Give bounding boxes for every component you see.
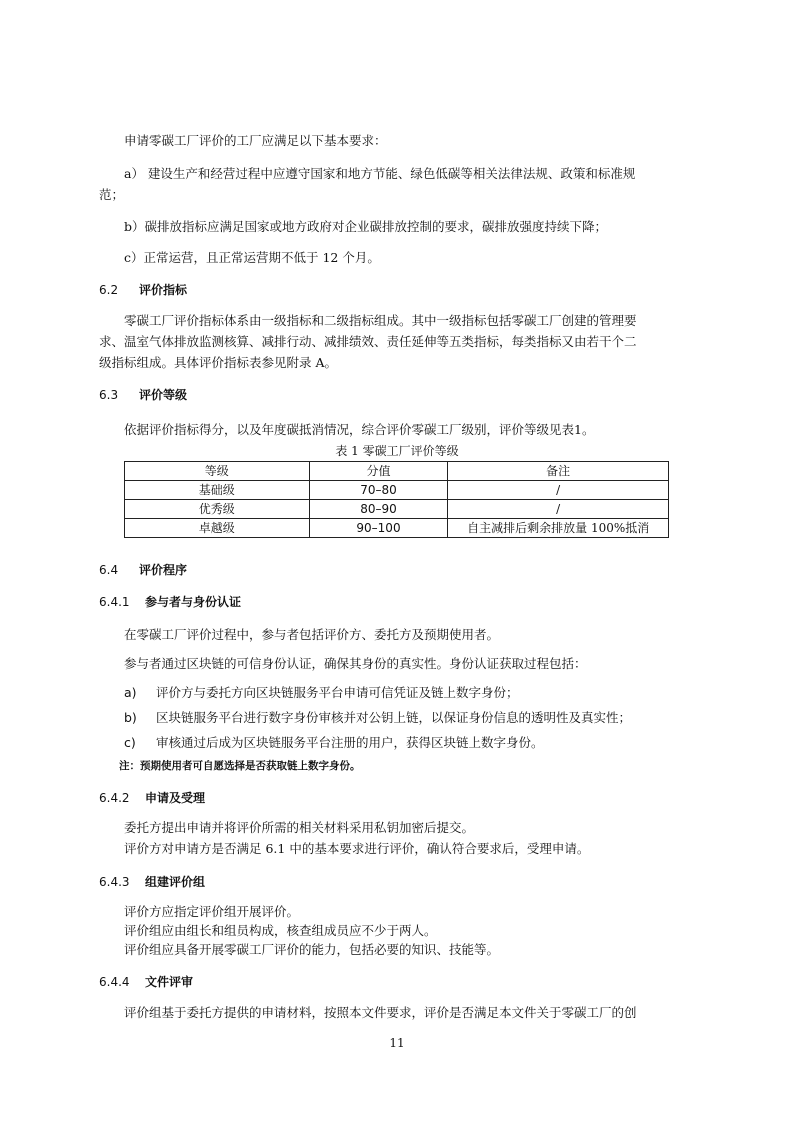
requirement-a-line1: a） 建设生产和经营过程中应遵守国家和地方节能、绿色低碳等相关法律法规、政策和标准规 bbox=[124, 166, 636, 181]
section-title: 评价指标 bbox=[139, 283, 188, 297]
list-text: 区块链服务平台进行数字身份审核并对公钥上链，以保证身份信息的透明性及真实性； bbox=[156, 710, 632, 725]
list-text: 评价方与委托方向区块链服务平台申请可信凭证及链上数字身份； bbox=[156, 685, 519, 700]
section-6-3-text: 依据评价指标得分，以及年度碳抵消情况，综合评价零碳工厂级别，评价等级见表1。 bbox=[124, 422, 595, 437]
section-title: 参与者与身份认证 bbox=[145, 595, 242, 609]
section-6-4-heading bbox=[99, 561, 187, 578]
page-number: 11 bbox=[389, 1036, 405, 1050]
list-label: c) bbox=[124, 735, 136, 750]
section-6-4-2-para1: 委托方提出申请并将评价所需的相关材料采用私钥加密后提交。 bbox=[124, 820, 475, 835]
section-6-4-4-para1: 评价组基于委托方提供的申请材料，按照本文件要求，评价是否满足本文件关于零碳工厂的创 bbox=[124, 1005, 637, 1020]
list-item bbox=[124, 734, 544, 752]
table-cell: 基础级 bbox=[125, 481, 310, 500]
section-6-2-line1: 零碳工厂评价指标体系由一级指标和二级指标组成。其中一级指标包括零碳工厂创建的管理要 bbox=[124, 313, 637, 328]
section-6-3-heading bbox=[99, 386, 187, 403]
list-text: 审核通过后成为区块链服务平台注册的用户，获得区块链上数字身份。 bbox=[156, 735, 544, 750]
table-cell: / bbox=[448, 481, 669, 500]
table-cell: 自主减排后剩余排放量 100%抵消 bbox=[448, 519, 669, 538]
section-6-4-3-para3: 评价组应具备开展零碳工厂评价的能力，包括必要的知识、技能等。 bbox=[124, 942, 500, 957]
section-title: 组建评价组 bbox=[145, 875, 206, 889]
section-title: 文件评审 bbox=[145, 975, 194, 989]
list-item bbox=[124, 684, 519, 702]
section-number: 6.4.3 bbox=[99, 875, 130, 889]
section-6-4-1-note: 注：预期使用者可自愿选择是否获取链上数字身份。 bbox=[119, 760, 361, 772]
section-6-4-1-para2: 参与者通过区块链的可信身份认证，确保其身份的真实性。身份认证获取过程包括： bbox=[124, 656, 587, 671]
section-title: 评价程序 bbox=[139, 563, 188, 577]
section-6-4-1-para1: 在零碳工厂评价过程中，参与者包括评价方、委托方及预期使用者。 bbox=[124, 627, 500, 642]
table-header-cell: 等级 bbox=[125, 462, 310, 481]
section-6-2-line3: 级指标组成。具体评价指标表参见附录 A。 bbox=[99, 355, 338, 370]
intro-text: 申请零碳工厂评价的工厂应满足以下基本要求： bbox=[124, 133, 387, 148]
table-header-cell: 备注 bbox=[448, 462, 669, 481]
grade-table bbox=[124, 461, 669, 538]
section-number: 6.4.4 bbox=[99, 975, 130, 989]
section-number: 6.4.1 bbox=[99, 595, 130, 609]
table-row bbox=[125, 519, 669, 538]
requirement-c: c）正常运营，且正常运营期不低于 12 个月。 bbox=[124, 250, 380, 265]
table-cell: 90–100 bbox=[309, 519, 448, 538]
section-number: 6.4.2 bbox=[99, 791, 130, 805]
list-label: a) bbox=[124, 685, 137, 700]
table-cell: 80–90 bbox=[309, 500, 448, 519]
list-label: b) bbox=[124, 710, 137, 725]
section-title: 评价等级 bbox=[139, 388, 188, 402]
table-cell: 卓越级 bbox=[125, 519, 310, 538]
section-number: 6.4 bbox=[99, 563, 119, 577]
list-item bbox=[124, 709, 631, 727]
requirement-b: b）碳排放指标应满足国家或地方政府对企业碳排放控制的要求，碳排放强度持续下降； bbox=[124, 219, 608, 234]
section-6-4-2-para2: 评价方对申请方是否满足 6.1 中的基本要求进行评价，确认符合要求后，受理申请。 bbox=[124, 841, 590, 856]
table-cell: 70–80 bbox=[309, 481, 448, 500]
table-cell: 优秀级 bbox=[125, 500, 310, 519]
section-6-4-4-heading bbox=[99, 973, 193, 990]
section-6-4-3-para1: 评价方应指定评价组开展评价。 bbox=[124, 904, 300, 919]
section-6-4-1-heading bbox=[99, 593, 241, 610]
table-header-cell: 分值 bbox=[309, 462, 448, 481]
section-6-2-line2: 求、温室气体排放监测核算、减排行动、减排绩效、责任延伸等五类指标，每类指标又由若干个二 bbox=[99, 334, 637, 349]
table-caption: 表 1 零碳工厂评价等级 bbox=[335, 444, 459, 458]
table-row bbox=[125, 481, 669, 500]
section-6-4-3-para2: 评价组应由组长和组员构成，核查组成员应不少于两人。 bbox=[124, 923, 437, 938]
table-header-row bbox=[125, 462, 669, 481]
section-6-4-2-heading bbox=[99, 789, 205, 806]
section-number: 6.3 bbox=[99, 388, 119, 402]
section-title: 申请及受理 bbox=[145, 791, 206, 805]
requirement-a-line2: 范； bbox=[99, 187, 125, 202]
table-cell: / bbox=[448, 500, 669, 519]
section-number: 6.2 bbox=[99, 283, 119, 297]
table-row bbox=[125, 500, 669, 519]
section-6-2-heading bbox=[99, 281, 187, 298]
section-6-4-3-heading bbox=[99, 873, 205, 890]
